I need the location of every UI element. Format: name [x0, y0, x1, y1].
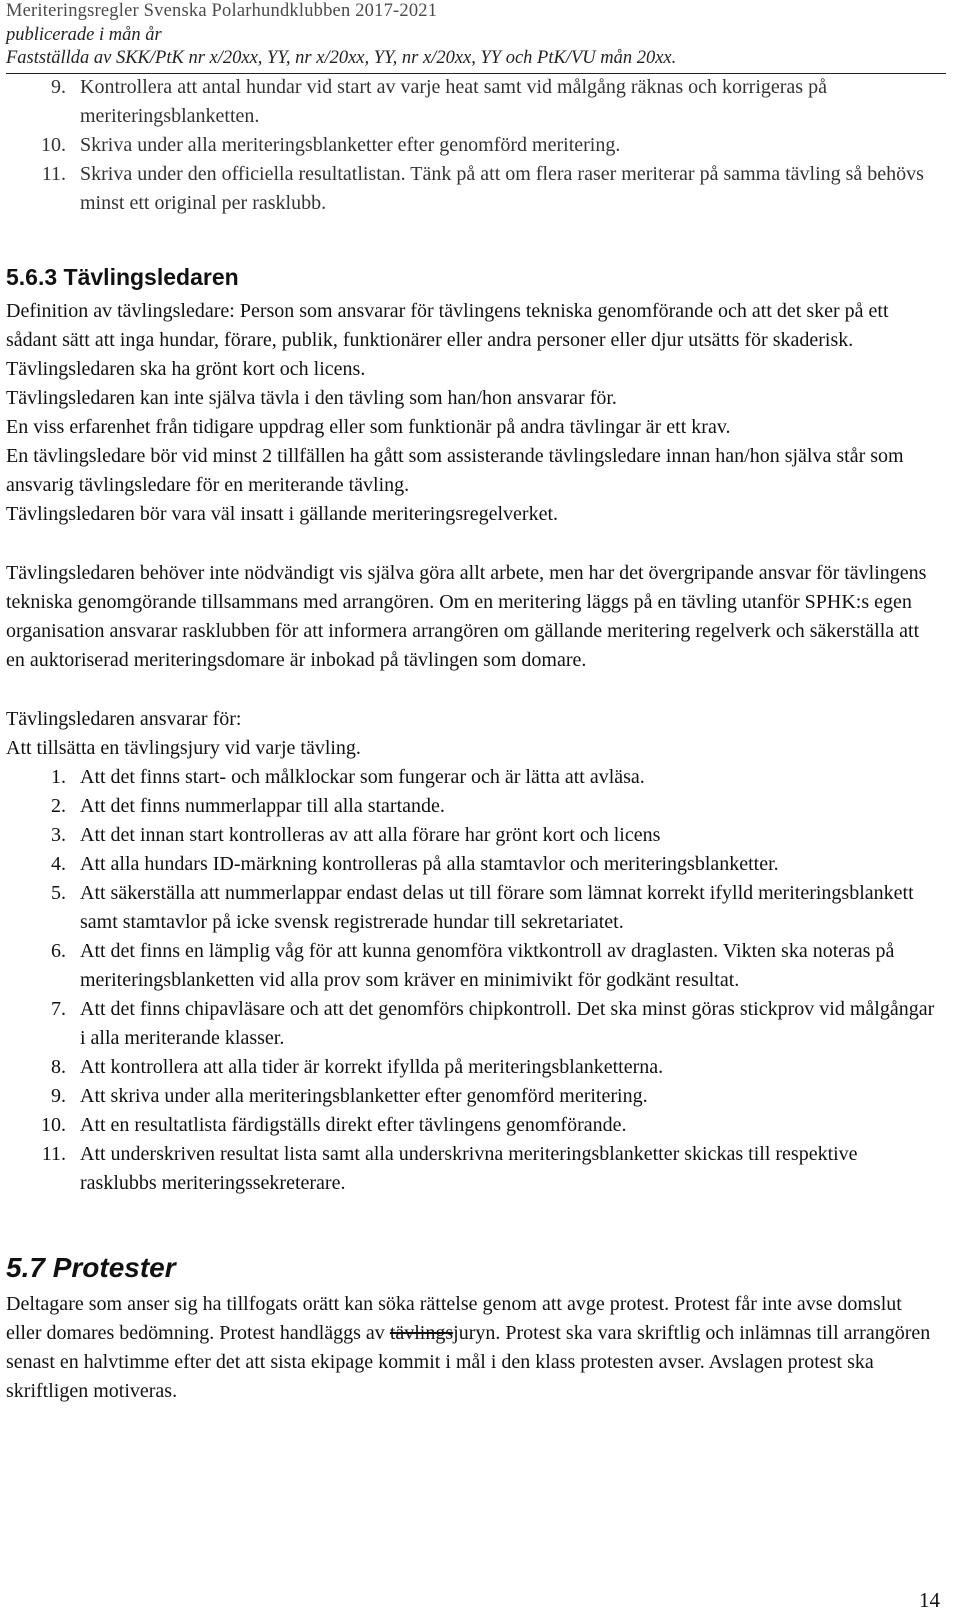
paragraph-protester — [6, 1290, 936, 1406]
section-heading-tavlingsledaren: 5.6.3 Tävlingsledaren — [6, 264, 239, 290]
list-item-text: Att skriva under alla meriteringsblanketter efter genomförd meritering. — [80, 1085, 648, 1107]
paragraph-definition: Definition av tävlingsledare: Person som ansvarar för tävlingens tekniska genomförande och att det sker på ett sådant sätt att inga hundar, förare, publik, funktionärer eller andra personer eller djur utsätts för skaderisk. — [6, 300, 889, 351]
list-item — [6, 937, 936, 995]
responsibility-list — [6, 763, 936, 1198]
list-item — [6, 792, 936, 821]
header-title: Meriteringsregler Svenska Polarhundklubben 2017-2021 — [6, 1, 438, 21]
list-item-number: 6. — [51, 940, 66, 962]
responsibility-label: Tävlingsledaren ansvarar för: — [6, 708, 242, 730]
paragraph-overall-responsibility: Tävlingsledaren behöver inte nödvändigt vis själva göra allt arbete, men har det övergripande ansvar för tävlingens tekniska genomgörande tillsammans med arrangören. Om en meritering läggs på en tävling utanför SPHK:s egen organisation ansvarar rasklubben för att informera arrangören om gällande meritering regelverk och säkerställa att en auktoriserad meriteringsdomare är inbokad på tävlingen som domare. — [6, 562, 927, 671]
list-item-number: 1. — [51, 766, 66, 788]
responsibility-intro: Att tillsätta en tävlingsjury vid varje tävling. — [6, 737, 361, 759]
paragraph-assistant: En tävlingsledare bör vid minst 2 tillfällen ha gått som assisterande tävlingsledare innan han/hon själva står som ansvarig tävlingsledare för en meriterande tävling. — [6, 445, 904, 496]
list-item — [6, 73, 936, 131]
list-item-text: Att det finns nummerlappar till alla startande. — [80, 795, 445, 817]
list-item-number: 10. — [41, 1114, 66, 1136]
list-item-text: Skriva under den officiella resultatlistan. Tänk på att om flera raser meriterar på samma tävling så behövs minst ett original per rasklubb. — [80, 163, 924, 214]
paragraph-license: Tävlingsledaren ska ha grönt kort och licens. — [6, 358, 366, 380]
page-header — [6, 0, 946, 74]
list-item-number: 11. — [41, 1143, 66, 1165]
list-item-text: Att alla hundars ID-märkning kontrolleras på alla stamtavlor och meriteringsblanketter. — [80, 853, 779, 875]
list-item — [6, 131, 936, 160]
list-item-number: 4. — [51, 853, 66, 875]
page-content — [6, 73, 936, 1406]
list-item-number: 10. — [41, 134, 66, 156]
list-item-number: 7. — [51, 998, 66, 1020]
list-item-text: Att det finns chipavläsare och att det genomförs chipkontroll. Det ska minst göras stickprov vid målgångar i alla meriterande klasser. — [80, 998, 935, 1049]
list-item — [6, 879, 936, 937]
list-item — [6, 821, 936, 850]
list-item-text: Skriva under alla meriteringsblanketter efter genomförd meritering. — [80, 134, 621, 156]
list-item-number: 5. — [51, 882, 66, 904]
section-heading-protester: 5.7 Protester — [6, 1252, 176, 1283]
list-item-text: Att det finns start- och målklockar som fungerar och är lätta att avläsa. — [80, 766, 645, 788]
list-item-text: Att underskriven resultat lista samt alla underskrivna meriteringsblanketter skickas till respektive rasklubbs meriteringssekreterare. — [80, 1143, 858, 1194]
paragraph-experience: En viss erfarenhet från tidigare uppdrag eller som funktionär på andra tävlingar är ett krav. — [6, 416, 731, 438]
paragraph-rules: Tävlingsledaren bör vara väl insatt i gällande meriteringsregelverket. — [6, 503, 559, 525]
protest-text-after: juryn. Protest ska vara skriftlig och inlämnas till arrangören senast en halvtimme efter det att sista ekipage kommit i mål i den klass protesten avser. Avslagen protest ska skriftligen motiveras. — [6, 1322, 931, 1402]
list-item-text: Att kontrollera att alla tider är korrekt ifyllda på meriteringsblanketterna. — [80, 1056, 664, 1078]
list-item — [6, 1082, 936, 1111]
list-item-number: 11. — [41, 163, 66, 185]
list-item — [6, 1053, 936, 1082]
header-approved: Fastställda av SKK/PtK nr x/20xx, YY, nr x/20xx, YY, nr x/20xx, YY och PtK/VU mån 20xx. — [6, 47, 946, 74]
list-item-text: Att en resultatlista färdigställs direkt efter tävlingens genomförande. — [80, 1114, 627, 1136]
struck-text: tävlings — [389, 1322, 454, 1344]
list-item-text: Att det finns en lämplig våg för att kunna genomföra viktkontroll av draglasten. Vikten ska noteras på meriteringsblanketten vid alla prov som kräver en minimivikt för godkänt resultat. — [80, 940, 895, 991]
list-item-number: 9. — [51, 76, 66, 98]
list-item-number: 2. — [51, 795, 66, 817]
list-item-text: Att säkerställa att nummerlappar endast delas ut till förare som lämnat korrekt ifylld meriteringsblankett samt stamtavlor på icke svensk registrerade hundar till sekretariatet. — [80, 882, 914, 933]
list-item-number: 9. — [51, 1085, 66, 1107]
list-item — [6, 1111, 936, 1140]
paragraph-not-compete: Tävlingsledaren kan inte själva tävla i den tävling som han/hon ansvarar för. — [6, 387, 617, 409]
list-item — [6, 850, 936, 879]
list-item — [6, 995, 936, 1053]
list-item-text: Kontrollera att antal hundar vid start av varje heat samt vid målgång räknas och korrigeras på meriteringsblanketten. — [80, 76, 827, 127]
header-published: publicerade i mån år — [6, 24, 162, 45]
protest-text-before: Deltagare som anser sig ha tillfogats orätt kan söka rättelse genom att avge protest. Protest får inte avse domslut eller domares bedömning. Protest handläggs av — [6, 1293, 902, 1344]
list-item — [6, 1140, 936, 1198]
list-item-number: 3. — [51, 824, 66, 846]
list-item-text: Att det innan start kontrolleras av att alla förare har grönt kort och licens — [80, 824, 661, 846]
list-item — [6, 160, 936, 218]
page-number: 14 — [919, 1588, 940, 1612]
list-item-number: 8. — [51, 1056, 66, 1078]
continued-list — [6, 73, 936, 218]
list-item — [6, 763, 936, 792]
